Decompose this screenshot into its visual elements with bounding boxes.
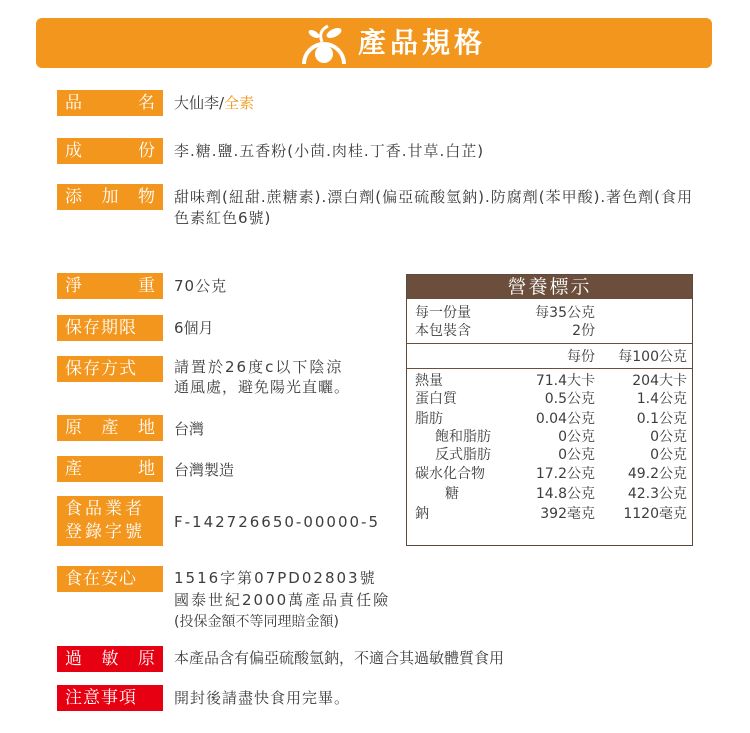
- nutrient-per-100: 1.4公克: [636, 391, 687, 407]
- value-registration: F-142726650-00000-5: [174, 513, 381, 531]
- nutrient-per-serving: 71.4大卡: [535, 373, 595, 389]
- vegetarian-tag: 全素: [224, 94, 255, 112]
- nutrient-per-serving: 0公克: [558, 447, 595, 463]
- label-ingredients: 成 份: [57, 138, 163, 164]
- nutrient-per-100: 0.1公克: [636, 411, 687, 427]
- serving-label: 每一份量: [415, 305, 471, 321]
- nutrient-per-100: 0公克: [650, 429, 687, 445]
- nutrient-per-serving: 392毫克: [540, 506, 595, 522]
- value-notice: 開封後請盡快食用完畢。: [174, 689, 351, 707]
- value-safety-line1: 1516字第07PD02803號: [174, 569, 377, 587]
- value-safety-line2: 國泰世紀2000萬產品責任險: [174, 591, 391, 609]
- pack-label: 本包裝含: [415, 323, 471, 339]
- nutrient-per-serving: 0.04公克: [535, 411, 595, 427]
- label-origin: 原 產 地: [57, 415, 163, 441]
- label-storage: 保存方式: [57, 356, 163, 382]
- nutrient-name: 脂肪: [415, 411, 443, 427]
- label-additives: 添 加 物: [57, 184, 163, 210]
- value-net-weight: 70公克: [174, 277, 228, 295]
- nutrient-per-serving: 0.5公克: [544, 391, 595, 407]
- value-allergen: 本產品含有偏亞硫酸氫鈉，不適合其過敏體質食用: [174, 649, 505, 667]
- pack-value: 2份: [572, 323, 595, 339]
- label-allergen: 過 敏 原: [57, 646, 163, 672]
- nutrient-per-serving: 14.8公克: [535, 486, 595, 502]
- nutrition-table: [406, 274, 693, 546]
- nutrition-title: 營養標示: [407, 275, 692, 299]
- nutrient-name: 反式脂肪: [435, 447, 491, 463]
- header-banner: [36, 18, 712, 68]
- value-safety-line3: (投保金額不等同理賠金額): [174, 614, 339, 630]
- nutrient-per-serving: 0公克: [558, 429, 595, 445]
- value-shelf-life: 6個月: [174, 319, 214, 337]
- orange-fruit-icon: [294, 24, 352, 68]
- value-name: 大仙李/全素: [174, 94, 255, 112]
- divider: [407, 343, 692, 344]
- nutrient-per-100: 42.3公克: [627, 486, 687, 502]
- label-notice: 注意事項: [57, 685, 163, 711]
- value-origin: 台灣: [174, 420, 205, 438]
- nutrient-per-100: 204大卡: [632, 373, 687, 389]
- value-storage-line1: 請置於26度c以下陰涼: [174, 358, 344, 376]
- value-ingredients: 李.糖.鹽.五香粉(小茴.肉桂.丁香.甘草.白芷): [174, 142, 485, 160]
- nutrient-name: 飽和脂肪: [435, 429, 491, 445]
- value-storage-line2: 通風處，避免陽光直曬。: [174, 378, 351, 396]
- col-per-100: 每100公克: [618, 349, 687, 365]
- value-additives: 甜味劑(紐甜.蔗糖素).漂白劑(偏亞硫酸氫鈉).防腐劑(苯甲酸).著色劑(食用色素紅色6號): [174, 188, 694, 227]
- serving-value: 每35公克: [535, 305, 595, 321]
- nutrient-name: 熱量: [415, 373, 443, 389]
- nutrient-name: 碳水化合物: [415, 466, 485, 482]
- value-producer: 台灣製造: [174, 461, 235, 479]
- label-net-weight: 淨 重: [57, 273, 163, 299]
- nutrient-per-100: 49.2公克: [627, 466, 687, 482]
- page-title: 產品規格: [358, 26, 487, 59]
- nutrient-name: 糖: [445, 486, 459, 502]
- divider: [407, 368, 692, 369]
- nutrient-per-100: 0公克: [650, 447, 687, 463]
- label-name: 品 名: [57, 90, 163, 116]
- label-shelf-life: 保存期限: [57, 315, 163, 341]
- label-producer: 產 地: [57, 456, 163, 482]
- nutrient-per-100: 1120毫克: [623, 506, 687, 522]
- nutrient-name: 蛋白質: [415, 391, 457, 407]
- label-registration: 食品業者 登錄字號: [57, 496, 163, 546]
- nutrient-name: 鈉: [415, 506, 429, 522]
- col-per-serving: 每份: [567, 349, 595, 365]
- label-safety: 食在安心: [57, 566, 163, 592]
- nutrient-per-serving: 17.2公克: [535, 466, 595, 482]
